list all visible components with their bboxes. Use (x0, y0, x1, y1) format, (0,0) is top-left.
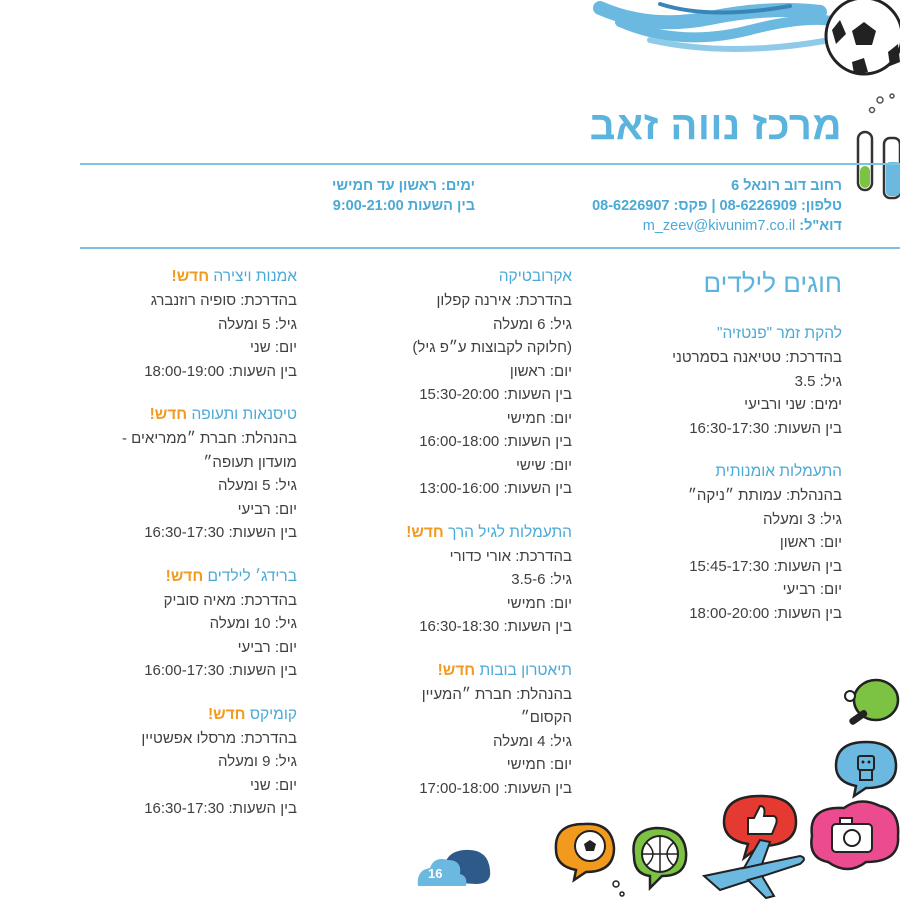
phone-fax: טלפון: 08-6226909 | פקס: 08-6226907 (592, 198, 842, 214)
cloud-icon (414, 842, 492, 888)
activity-detail: הקסום״ (520, 709, 572, 726)
activity-detail: בין השעות: 15:45-17:30 (689, 557, 842, 575)
column-left (77, 265, 297, 841)
activity-detail: יום: שני (250, 339, 297, 356)
activity-title (77, 265, 297, 289)
activity-block (77, 403, 297, 545)
activity-detail: בין השעות: 16:00-17:30 (144, 662, 297, 679)
camera-bubble-icon (804, 796, 900, 876)
activity-detail: יום: חמישי (506, 594, 572, 612)
activity-detail: יום: רביעי (782, 581, 842, 598)
new-badge: חדש! (165, 567, 204, 585)
activity-name: תיאטרון בובות (479, 661, 572, 679)
activity-title (612, 322, 842, 346)
activity-name: התעמלות אומנותית (715, 463, 842, 480)
activity-title (352, 265, 572, 289)
activity-detail: יום: שני (250, 776, 297, 794)
activity-name: אקרובטיקה (498, 268, 572, 285)
lab-flask-icon (850, 92, 900, 204)
activity-title (612, 460, 842, 484)
activity-name: אמנות ויצירה (213, 268, 297, 285)
activity-detail: בהנהלת: עמותת ״ניקה״ (687, 487, 842, 504)
activity-title (77, 565, 297, 589)
email-label: דוא"ל: (799, 218, 842, 234)
activity-block (352, 521, 572, 639)
activity-name: ברידג׳ לילדים (207, 567, 297, 585)
column-middle (352, 265, 572, 820)
activity-block (77, 565, 297, 683)
activity-detail: יום: חמישי (506, 756, 572, 773)
new-badge: חדש! (437, 661, 476, 679)
ping-pong-icon (838, 676, 900, 736)
activities-list-right (612, 322, 842, 625)
section-title: חוגים לילדים (703, 268, 842, 298)
airplane-icon (700, 836, 810, 900)
new-badge: חדש! (406, 523, 444, 541)
hours-block (332, 176, 475, 216)
activities-list-middle (352, 265, 572, 800)
activity-detail: יום: ראשון (779, 534, 842, 551)
activity-detail: בין השעות: 16:00-18:00 (419, 433, 572, 450)
activity-detail: גיל: 4 ומעלה (493, 732, 572, 750)
activity-name: טיסנאות ותעופה (191, 406, 297, 423)
activity-detail: בהדרכת: אירנה קפלון (436, 292, 572, 309)
activity-block (352, 265, 572, 501)
activity-name: קומיקס (249, 705, 297, 723)
activity-detail: בהדרכת: מאיה סוביק (163, 591, 297, 609)
activity-detail: גיל: 6 ומעלה (493, 315, 572, 333)
new-badge: חדש! (208, 705, 246, 723)
activity-detail: בין השעות: 13:00-16:00 (419, 480, 572, 497)
page-title: מרכז נווה זאב (589, 104, 842, 148)
hours-time: בין השעות 9:00-21:00 (332, 198, 475, 214)
activity-detail: בין השעות: 16:30-18:30 (419, 618, 572, 635)
activity-name: להקת זמר "פנטזיה" (717, 325, 842, 342)
activity-block (77, 265, 297, 383)
activity-detail: בין השעות: 18:00-20:00 (689, 604, 842, 622)
activity-detail: בהדרכת: טטיאנה בסמרטני (672, 349, 842, 366)
activity-title (352, 521, 572, 545)
activity-name: התעמלות לגיל הרך (448, 523, 572, 541)
activity-detail: בהדרכת: סופיה רוזנברג (150, 292, 297, 309)
activity-block (77, 703, 297, 821)
robot-bubble-icon (830, 738, 900, 800)
activity-detail: בהדרכת: אורי כדורי (449, 547, 572, 565)
activity-title (77, 703, 297, 727)
email-line (592, 216, 842, 236)
activity-detail: בין השעות: 16:30-17:30 (689, 419, 842, 437)
activity-detail: גיל: 3.5 (794, 372, 842, 390)
basketball-bubble-icon (550, 814, 700, 900)
activity-detail: גיל: 3.5-6 (511, 571, 572, 588)
activity-detail: בהנהלת: חברת ״המעיין (421, 685, 572, 703)
activity-detail: (חלוקה לקבוצות ע״פ גיל) (412, 339, 572, 356)
activity-detail: בין השעות: 18:00-19:00 (144, 362, 297, 380)
new-badge: חדש! (149, 406, 188, 423)
email-link[interactable]: m_zeev@kivunim7.co.il (642, 218, 796, 234)
activity-detail: בהנהלת: חברת ״ממריאים - (121, 430, 297, 447)
hours-days: ימים: ראשון עד חמישי (332, 178, 475, 194)
activity-detail: יום: שישי (516, 456, 572, 474)
activity-detail: גיל: 10 ומעלה (209, 615, 297, 632)
activity-detail: יום: ראשון (509, 362, 572, 380)
activity-detail: בין השעות: 16:30-17:30 (144, 524, 297, 541)
activity-detail: גיל: 3 ומעלה (763, 510, 842, 528)
activity-detail: יום: חמישי (506, 409, 572, 427)
address: רחוב דוב רונאל 6 (731, 178, 842, 194)
activity-detail: בין השעות: 15:30-20:00 (419, 386, 572, 403)
page-number: 16 (428, 866, 443, 881)
activity-block (352, 659, 572, 801)
activity-detail: בין השעות: 17:00-18:00 (419, 779, 572, 797)
activity-block (612, 460, 842, 625)
activity-detail: מועדון תעופה״ (203, 453, 297, 471)
soccer-ball-icon (818, 0, 900, 82)
activity-title (352, 659, 572, 683)
header-rule-top (80, 163, 900, 165)
activity-detail: בהדרכת: מרסלו אפשטיין (141, 729, 297, 747)
activity-detail: גיל: 5 ומעלה (218, 315, 297, 333)
header-rule-bottom (80, 247, 900, 249)
activity-detail: גיל: 9 ומעלה (218, 753, 297, 770)
activities-list-left (77, 265, 297, 821)
activity-block (612, 322, 842, 440)
new-badge: חדש! (171, 268, 210, 285)
activity-detail: יום: רביעי (237, 638, 297, 656)
activity-title (77, 403, 297, 427)
activity-detail: יום: רביעי (237, 500, 297, 518)
contact-block (592, 176, 842, 236)
activity-detail: בין השעות: 16:30-17:30 (144, 800, 297, 817)
activity-detail: גיל: 5 ומעלה (218, 477, 297, 494)
activity-detail: ימים: שני ורביעי (744, 396, 842, 413)
column-right (612, 266, 842, 645)
